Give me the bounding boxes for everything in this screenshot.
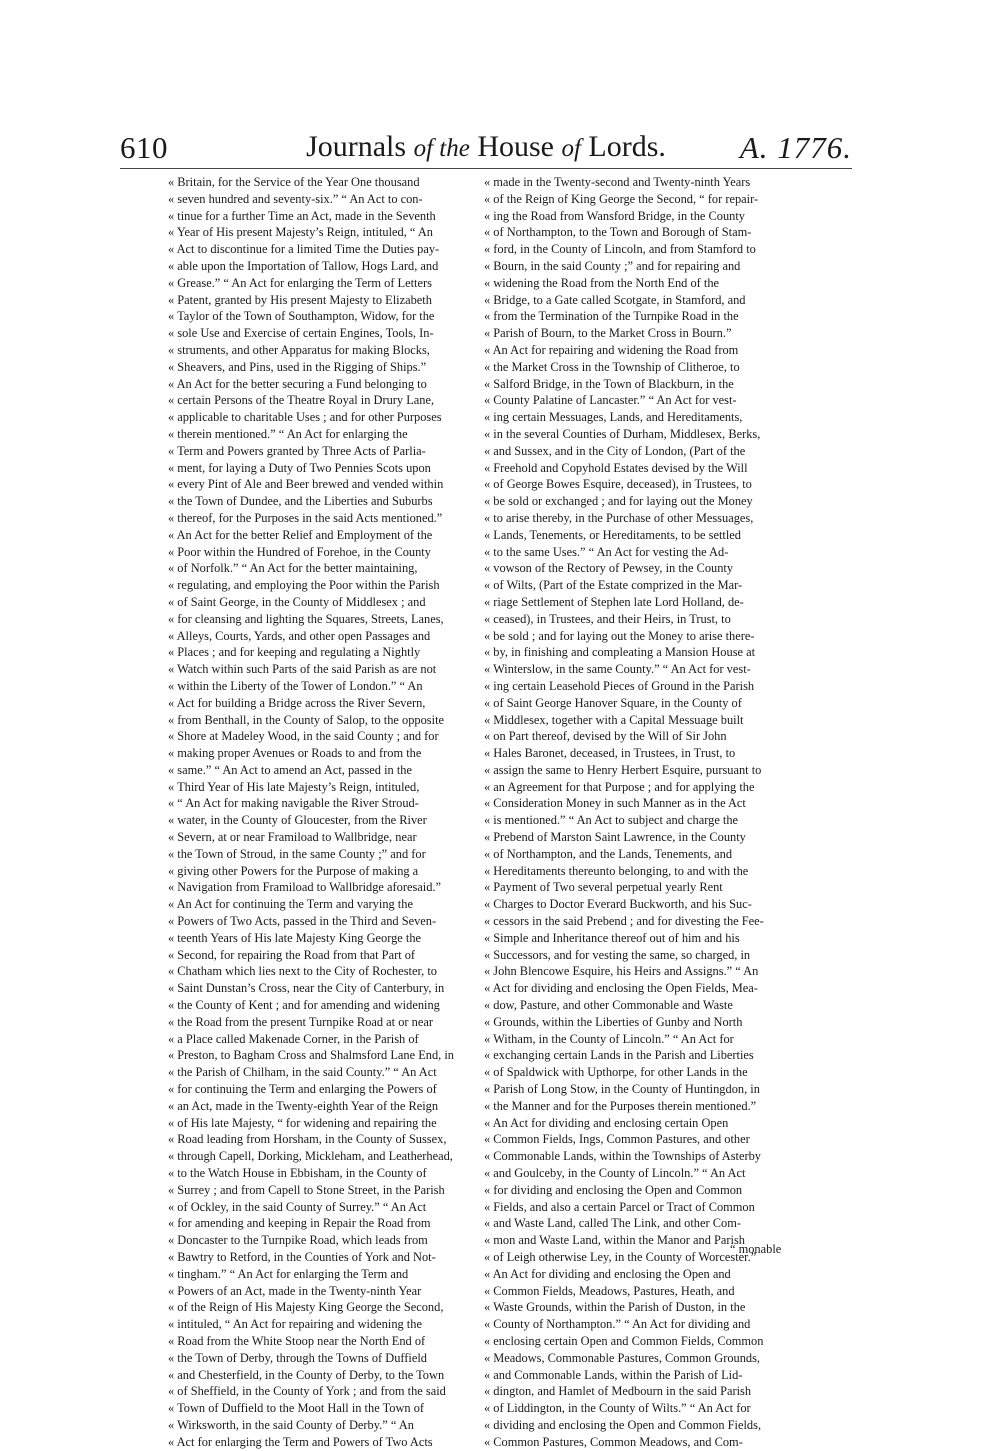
- text-line: « Commonable Lands, within the Townships of Asterby: [484, 1149, 761, 1164]
- text-line: « the County of Kent ; and for amending and widening: [168, 998, 440, 1013]
- text-line: « water, in the County of Gloucester, from the River: [168, 813, 427, 828]
- text-line: « Salford Bridge, in the Town of Blackburn, in the: [484, 376, 734, 391]
- page-number: 610: [120, 130, 168, 165]
- text-line: « ing certain Leasehold Pieces of Ground in the Parish: [484, 678, 755, 693]
- text-line: « of George Bowes Esquire, deceased), in Trustees, to: [484, 477, 752, 492]
- text-line: « dividing and enclosing the Open and Common Fields,: [484, 1417, 762, 1432]
- text-line: « Payment of Two several perpetual yearly Rent: [484, 880, 723, 895]
- text-line: « of Spaldwick with Upthorpe, for other Lands in the: [484, 1065, 748, 1080]
- text-line: « Middlesex, together with a Capital Messuage built: [484, 712, 744, 727]
- text-line: « Chatham which lies next to the City of Rochester, to: [168, 964, 437, 979]
- text-line: « of Ockley, in the said County of Surrey.” “ An Act: [168, 1199, 427, 1214]
- text-line: « making proper Avenues or Roads to and from the: [168, 746, 422, 761]
- text-line: « ing certain Messuages, Lands, and Hereditaments,: [484, 410, 743, 425]
- text-line: « of His late Majesty, “ for widening and repairing the: [168, 1115, 437, 1130]
- text-line: « Saint Dunstan’s Cross, near the City of Canterbury, in: [168, 981, 445, 996]
- text-line: « the Road from the present Turnpike Road at or near: [168, 1014, 433, 1029]
- text-line: « and Sussex, and in the City of London, (Part of the: [484, 443, 746, 458]
- text-line: « ford, in the County of Lincoln, and from Stamford to: [484, 242, 756, 257]
- text-line: « Alleys, Courts, Yards, and other open Passages and: [168, 628, 431, 643]
- text-line: « the Manner and for the Purposes therein mentioned.”: [484, 1098, 757, 1113]
- text-line: « Watch within such Parts of the said Parish as are not: [168, 662, 437, 677]
- text-line: « Fields, and also a certain Parcel or Tract of Common: [484, 1199, 755, 1214]
- text-line: « an Agreement for that Purpose ; and for applying the: [484, 779, 755, 794]
- text-line: « regulating, and employing the Poor within the Parish: [168, 578, 440, 593]
- text-line: « Act for building a Bridge across the River Severn,: [168, 695, 426, 710]
- text-line: « by, in finishing and compleating a Mansion House at: [484, 645, 756, 660]
- text-line: « Act for dividing and enclosing the Open Fields, Mea-: [484, 981, 758, 996]
- text-line: « Winterslow, in the same County.” “ An Act for vest-: [484, 662, 751, 677]
- text-line: « giving other Powers for the Purpose of making a: [168, 863, 419, 878]
- text-line: « vowson of the Rectory of Pewsey, in the County: [484, 561, 734, 576]
- text-line: « therein mentioned.” “ An Act for enlarging the: [168, 426, 408, 441]
- text-line: « is mentioned.” “ An Act to subject and charge the: [484, 813, 739, 828]
- text-line: « and Waste Land, called The Link, and other Com-: [484, 1216, 741, 1231]
- text-line: « the Town of Dundee, and the Liberties and Suburbs: [168, 494, 433, 509]
- text-line: « Second, for repairing the Road from that Part of: [168, 947, 416, 962]
- text-line: « Doncaster to the Turnpike Road, which leads from: [168, 1233, 428, 1248]
- text-line: « exchanging certain Lands in the Parish and Liberties: [484, 1048, 754, 1063]
- text-line: « in the several Counties of Durham, Middlesex, Berks,: [484, 426, 761, 441]
- text-line: « Consideration Money in such Manner as in the Act: [484, 796, 746, 811]
- text-line: « within the Liberty of the Tower of London.” “ An: [168, 678, 423, 693]
- text-line: « to the same Uses.” “ An Act for vesting the Ad-: [484, 544, 729, 559]
- text-line: « An Act for dividing and enclosing the Open and: [484, 1266, 731, 1281]
- text-line: « Freehold and Copyhold Estates devised by the Will: [484, 460, 748, 475]
- text-line: « Powers of Two Acts, passed in the Third and Seven-: [168, 914, 437, 929]
- text-line: « Grease.” “ An Act for enlarging the Term of Letters: [168, 275, 432, 290]
- text-line: « teenth Years of His late Majesty King George the: [168, 930, 422, 945]
- text-line: « An Act for the better securing a Fund belonging to: [168, 376, 427, 391]
- text-line: « mon and Waste Land, within the Manor and Parish: [484, 1233, 745, 1248]
- text-line: « Powers of an Act, made in the Twenty-ninth Year: [168, 1283, 422, 1298]
- text-line: « of the Reign of King George the Second, “ for repair-: [484, 191, 759, 206]
- text-line: « Term and Powers granted by Three Acts of Parlia-: [168, 443, 426, 458]
- text-line: « able upon the Importation of Tallow, Hogs Lard, and: [168, 258, 439, 273]
- text-line: « made in the Twenty-second and Twenty-ninth Years: [484, 175, 751, 189]
- text-line: « County Palatine of Lancaster.” “ An Act for vest-: [484, 393, 737, 408]
- text-line: « seven hundred and seventy-six.” “ An Act to con-: [168, 191, 423, 206]
- text-line: « be sold ; and for laying out the Money to arise there-: [484, 628, 755, 643]
- text-line: « to the Watch House in Ebbisham, in the County of: [168, 1166, 427, 1181]
- text-line: « Bourn, in the said County ;” and for repairing and: [484, 258, 741, 273]
- text-line: « ing the Road from Wansford Bridge, in the County: [484, 208, 746, 223]
- text-line: « dington, and Hamlet of Medbourn in the said Parish: [484, 1384, 752, 1399]
- text-line: « of Wilts, (Part of the Estate comprized in the Mar-: [484, 578, 743, 593]
- title-of-2: of: [561, 135, 581, 162]
- text-line: « struments, and other Apparatus for making Blocks,: [168, 342, 430, 357]
- text-line: « Meadows, Commonable Pastures, Common Grounds,: [484, 1350, 761, 1365]
- text-line: « cessors in the said Prebend ; and for divesting the Fee-: [484, 914, 764, 929]
- text-line: « enclosing certain Open and Common Fields, Common: [484, 1333, 764, 1348]
- text-line: « Poor within the Hundred of Forehoe, in the County: [168, 544, 431, 559]
- text-line: « of Liddington, in the County of Wilts.” “ An Act for: [484, 1401, 751, 1416]
- text-line: « John Blencowe Esquire, his Heirs and Assigns.” “ An: [484, 964, 759, 979]
- text-line: « from Benthall, in the County of Salop, to the opposite: [168, 712, 445, 727]
- text-line: « An Act for continuing the Term and varying the: [168, 897, 413, 912]
- text-line: « Shore at Madeley Wood, in the said County ; and for: [168, 729, 439, 744]
- text-line: « Lands, Tenements, or Hereditaments, to be settled: [484, 527, 741, 542]
- text-line: « riage Settlement of Stephen late Lord Holland, de-: [484, 594, 744, 609]
- text-line: « Common Fields, Meadows, Pastures, Heath, and: [484, 1283, 735, 1298]
- text-line: « Bridge, to a Gate called Scotgate, in Stamford, and: [484, 292, 746, 307]
- text-line: « Witham, in the County of Lincoln.” “ An Act for: [484, 1031, 734, 1046]
- page-header: [120, 130, 852, 170]
- text-line: « dow, Pasture, and other Commonable and Waste: [484, 998, 733, 1013]
- text-line: « for continuing the Term and enlarging the Powers of: [168, 1082, 437, 1097]
- text-line: « Grounds, within the Liberties of Gunby and North: [484, 1014, 743, 1029]
- text-line: « Act for enlarging the Term and Powers of Two Acts: [168, 1434, 433, 1449]
- text-line: « tinue for a further Time an Act, made in the Seventh: [168, 208, 436, 223]
- text-line: « assign the same to Henry Herbert Esquire, pursuant to: [484, 762, 762, 777]
- text-line: « of the Reign of His Majesty King George the Second,: [168, 1300, 444, 1315]
- text-line: « every Pint of Ale and Beer brewed and vended within: [168, 477, 444, 492]
- text-line: « County of Northampton.” “ An Act for dividing and: [484, 1317, 751, 1332]
- text-line: « An Act for dividing and enclosing certain Open: [484, 1115, 729, 1130]
- text-line: « An Act for the better Relief and Employment of the: [168, 527, 433, 542]
- text-line: « Road leading from Horsham, in the County of Sussex,: [168, 1132, 447, 1147]
- text-line: « Bawtry to Retford, in the Counties of York and Not-: [168, 1250, 436, 1264]
- text-line: « Patent, granted by His present Majesty to Elizabeth: [168, 292, 432, 307]
- text-line: « of Northampton, to the Town and Borough of Stam-: [484, 225, 752, 240]
- text-line: « Common Fields, Ings, Common Pastures, and other: [484, 1132, 750, 1147]
- title-part-1: Journals: [306, 130, 414, 163]
- text-line: « on Part thereof, devised by the Will of Sir John: [484, 729, 727, 744]
- text-line: « for amending and keeping in Repair the Road from: [168, 1216, 431, 1231]
- text-line: « thereof, for the Purposes in the said Acts mentioned.”: [168, 510, 443, 525]
- text-line: « Wirksworth, in the said County of Derby.” “ An: [168, 1417, 414, 1432]
- text-line: « Simple and Inheritance thereof out of him and his: [484, 930, 740, 945]
- text-line: « Charges to Doctor Everard Buckworth, and his Suc-: [484, 897, 752, 912]
- text-line: « An Act for repairing and widening the Road from: [484, 342, 739, 357]
- text-line: « Sheavers, and Pins, used in the Rigging of Ships.”: [168, 359, 427, 374]
- text-line: « certain Persons of the Theatre Royal in Drury Lane,: [168, 393, 435, 408]
- text-line: « to arise thereby, in the Purchase of other Messuages,: [484, 510, 754, 525]
- text-line: « Britain, for the Service of the Year One thousand: [168, 175, 420, 189]
- text-line: « of Northampton, and the Lands, Tenements, and: [484, 846, 733, 861]
- text-line: « Parish of Bourn, to the Market Cross in Bourn.”: [484, 326, 732, 341]
- text-line: « Taylor of the Town of Southampton, Widow, for the: [168, 309, 435, 324]
- text-line: « applicable to charitable Uses ; and for other Purposes: [168, 410, 442, 425]
- title-of-1: of: [413, 135, 434, 162]
- text-line: « of Leigh otherwise Ley, in the County of Worcester.”: [484, 1250, 757, 1264]
- text-line: « Hales Baronet, deceased, in Trustees, in Trust, to: [484, 746, 736, 761]
- text-line: « Town of Duffield to the Moot Hall in the Town of: [168, 1401, 425, 1416]
- text-line: « widening the Road from the North End of the: [484, 275, 720, 290]
- text-line: « for dividing and enclosing the Open and Common: [484, 1182, 743, 1197]
- text-line: « Severn, at or near Framiload to Wallbridge, near: [168, 830, 417, 845]
- text-line: « from the Termination of the Turnpike Road in the: [484, 309, 739, 324]
- text-line: « through Capell, Dorking, Mickleham, and Leatherhead,: [168, 1149, 453, 1164]
- text-line: « intituled, “ An Act for repairing and widening the: [168, 1317, 422, 1332]
- text-line: « the Market Cross in the Township of Clitheroe, to: [484, 359, 740, 374]
- text-line: « and Chesterfield, in the County of Derby, to the Town: [168, 1367, 445, 1382]
- text-line: « Surrey ; and from Capell to Stone Street, in the Parish: [168, 1182, 445, 1197]
- text-line: « Third Year of His late Majesty’s Reign, intituled,: [168, 779, 420, 794]
- text-line: « the Parish of Chilham, in the said County.” “ An Act: [168, 1065, 437, 1080]
- text-line: « sole Use and Exercise of certain Engines, Tools, In-: [168, 326, 434, 341]
- text-line: « Hereditaments thereunto belonging, to and with the: [484, 863, 749, 878]
- text-line: « the Town of Stroud, in the same County ;” and for: [168, 846, 426, 861]
- text-line: « be sold or exchanged ; and for laying out the Money: [484, 494, 753, 509]
- text-line: « the Town of Derby, through the Towns of Duffield: [168, 1350, 428, 1365]
- text-line: « and Commonable Lands, within the Parish of Lid-: [484, 1367, 743, 1382]
- text-line: « Prebend of Marston Saint Lawrence, in the County: [484, 830, 746, 845]
- title-the: the: [433, 135, 470, 162]
- text-line: « Parish of Long Stow, in the County of Huntingdon, in: [484, 1082, 760, 1097]
- title-part-2: House: [469, 130, 562, 163]
- text-line: « Places ; and for keeping and regulating a Nightly: [168, 645, 421, 660]
- text-line: « Successors, and for vesting the same, so charged, in: [484, 947, 751, 962]
- text-line: « Preston, to Bagham Cross and Shalmsford Lane End, in: [168, 1048, 454, 1063]
- text-line: « a Place called Makenade Corner, in the Parish of: [168, 1031, 419, 1046]
- text-line: « Navigation from Framiload to Wallbridge aforesaid.”: [168, 880, 442, 895]
- text-line: « of Sheffield, in the County of York ; and from the said: [168, 1384, 446, 1399]
- text-line: « tingham.” “ An Act for enlarging the Term and: [168, 1266, 409, 1281]
- text-line: « Common Pastures, Common Meadows, and Com-: [484, 1434, 743, 1449]
- title-part-3: Lords.: [580, 130, 666, 163]
- text-line: « Act to discontinue for a limited Time the Duties pay-: [168, 242, 440, 257]
- page-year: A. 1776.: [739, 130, 852, 165]
- right-column: [484, 174, 792, 1451]
- text-line: « Waste Grounds, within the Parish of Duston, in the: [484, 1300, 746, 1315]
- catchword: “ monable: [730, 1242, 782, 1256]
- text-line: « “ An Act for making navigable the River Stroud-: [168, 796, 419, 811]
- text-line: « for cleansing and lighting the Squares, Streets, Lanes,: [168, 611, 444, 626]
- text-line: « and Goulceby, in the County of Lincoln.” “ An Act: [484, 1166, 746, 1181]
- text-line: « of Saint George Hanover Square, in the County of: [484, 695, 742, 710]
- text-line: « Year of His present Majesty’s Reign, intituled, “ An: [168, 225, 433, 240]
- left-column: [168, 174, 476, 1451]
- text-line: « Road from the White Stoop near the North End of: [168, 1333, 426, 1348]
- text-line: « same.” “ An Act to amend an Act, passed in the: [168, 762, 412, 777]
- text-line: « an Act, made in the Twenty-eighth Year of the Reign: [168, 1098, 439, 1113]
- text-line: « ceased), in Trustees, and their Heirs, in Trust, to: [484, 611, 731, 626]
- text-line: « ment, for laying a Duty of Two Pennies Scots upon: [168, 460, 431, 475]
- header-rule: [120, 168, 852, 169]
- text-line: « of Saint George, in the County of Middlesex ; and: [168, 594, 426, 609]
- text-line: « of Norfolk.” “ An Act for the better maintaining,: [168, 561, 418, 576]
